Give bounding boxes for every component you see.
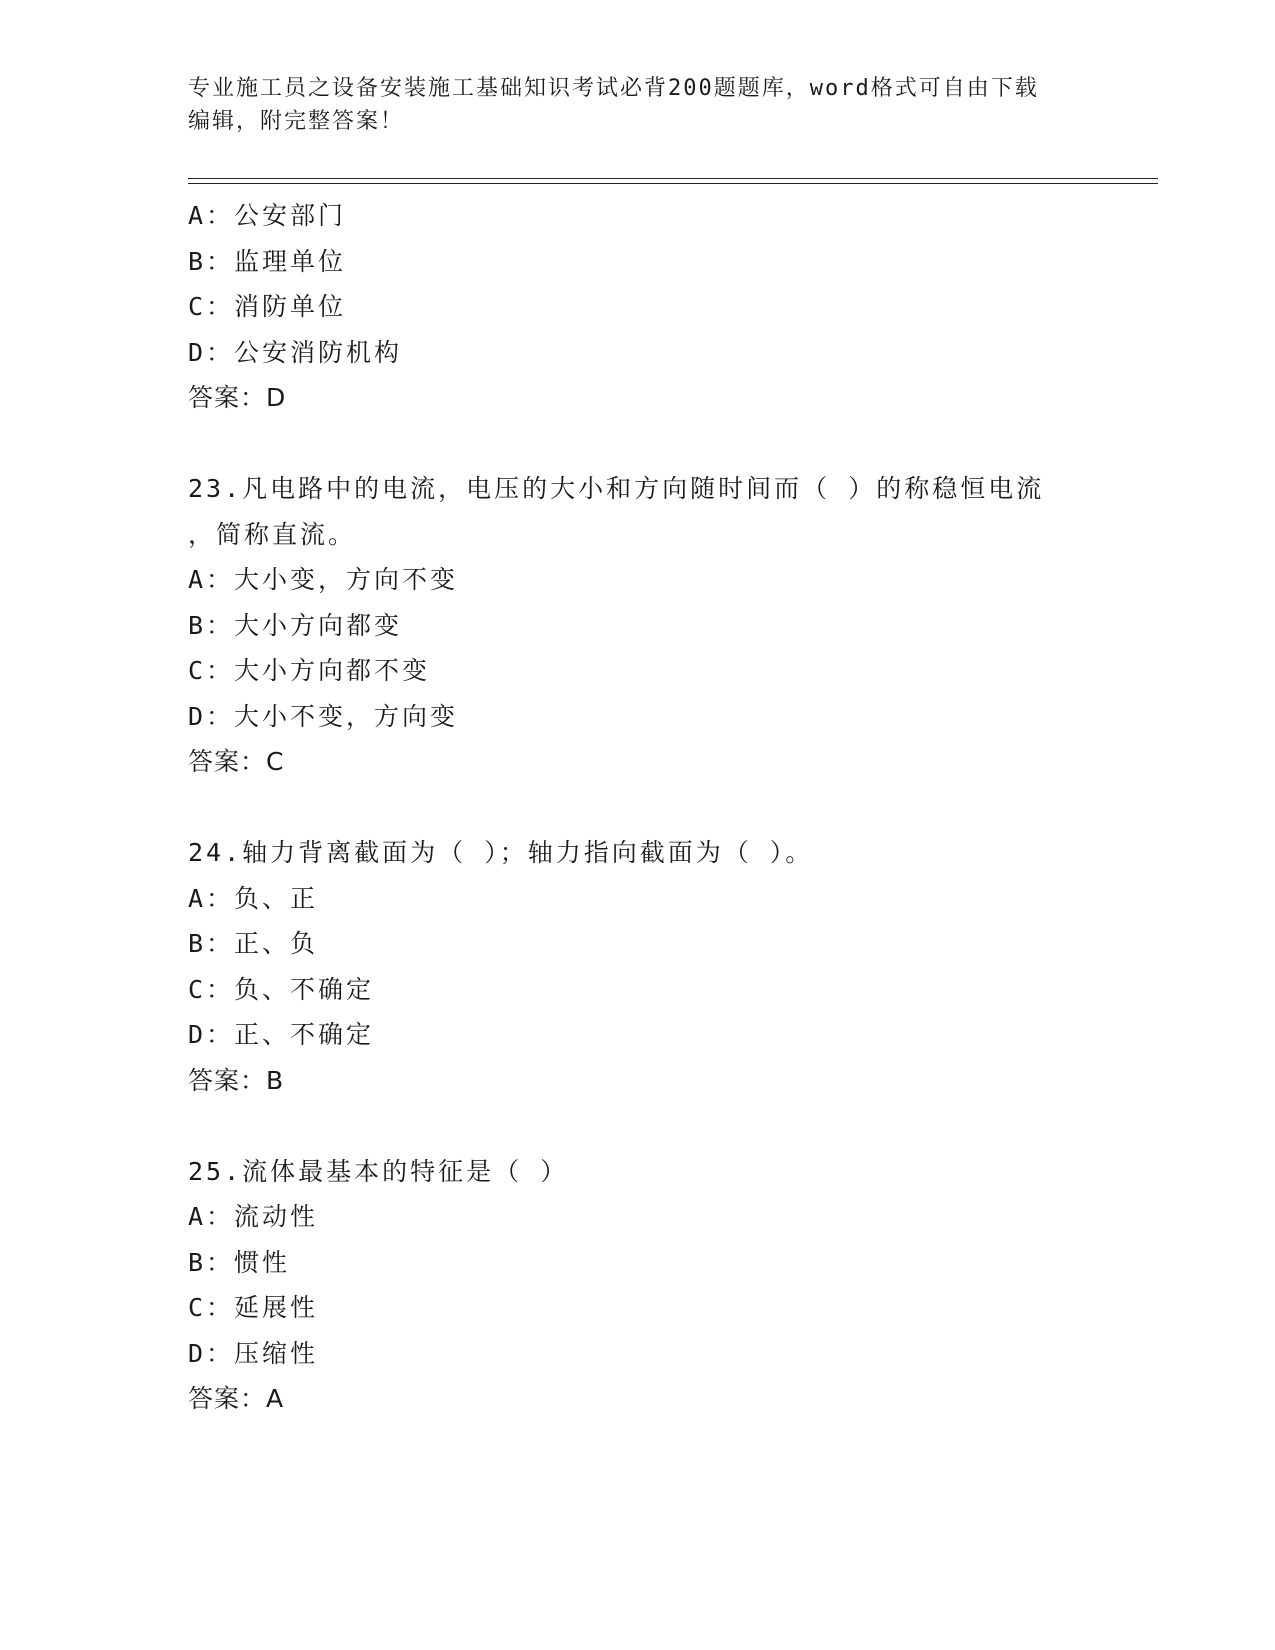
- option-d: D：压缩性: [188, 1338, 319, 1368]
- header-line-1: 专业施工员之设备安装施工基础知识考试必背200题题库，word格式可自由下载: [188, 76, 1039, 101]
- option-a: A：大小变，方向不变: [188, 565, 459, 594]
- question-text: 23.凡电路中的电流，电压的大小和方向随时间而（ ）的称稳恒电流: [188, 474, 1045, 503]
- option-d: D：正、不确定: [188, 1020, 375, 1049]
- option-c: C：延展性: [188, 1293, 319, 1322]
- option-c: C：负、不确定: [188, 974, 375, 1004]
- spacer: [188, 421, 1088, 467]
- answer: 答案：B: [188, 1065, 285, 1095]
- header-divider-bottom: [188, 183, 1158, 184]
- option-c: C：消防单位: [188, 292, 347, 321]
- header-line-2: 编辑，附完整答案！: [188, 109, 405, 134]
- option-c: C：大小方向都不变: [188, 656, 431, 685]
- header-divider-top: [188, 178, 1158, 179]
- option-b: B：监理单位: [188, 246, 347, 276]
- option-a: A：负、正: [188, 883, 319, 913]
- option-b: B：正、负: [188, 929, 319, 958]
- option-a: A：流动性: [188, 1202, 319, 1231]
- answer: 答案：A: [188, 1384, 285, 1413]
- question-22-continued: [188, 193, 1088, 421]
- question-text: 25.流体最基本的特征是（ ）: [188, 1156, 569, 1186]
- question-24: [188, 830, 1088, 1103]
- option-b: B：惯性: [188, 1247, 291, 1277]
- question-list: [188, 193, 1088, 1422]
- option-a: A：公安部门: [188, 201, 347, 230]
- answer: 答案：C: [188, 747, 285, 776]
- question-text-continued: ，简称直流。: [188, 519, 357, 549]
- document-header: [188, 72, 1088, 138]
- question-text: 24.轴力背离截面为（ ）；轴力指向截面为（ ）。: [188, 838, 814, 867]
- option-d: D：公安消防机构: [188, 337, 403, 367]
- spacer: [188, 785, 1088, 831]
- answer: 答案：D: [188, 383, 287, 412]
- option-b: B：大小方向都变: [188, 610, 403, 640]
- question-25: [188, 1149, 1088, 1422]
- spacer: [188, 1103, 1088, 1149]
- question-23: [188, 466, 1088, 785]
- option-d: D：大小不变，方向变: [188, 701, 459, 731]
